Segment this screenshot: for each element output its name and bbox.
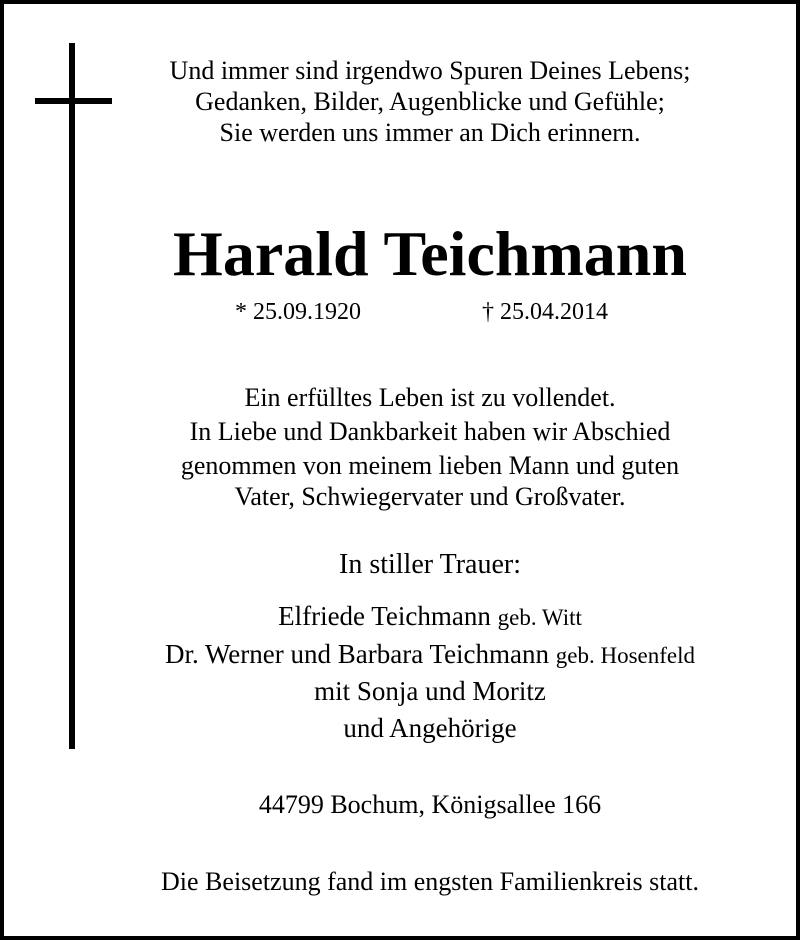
message-line: Vater, Schwiegervater und Großvater. bbox=[234, 482, 626, 511]
deceased-name: Harald Teichmann bbox=[173, 218, 687, 289]
burial-note: Die Beisetzung fand im engsten Familienkreis statt. bbox=[161, 867, 699, 896]
verse-line: Gedanken, Bilder, Augenblicke und Gefühle; bbox=[195, 87, 665, 116]
death-date: † 25.04.2014 bbox=[482, 299, 608, 325]
verse-line: Sie werden uns immer an Dich erinnern. bbox=[219, 118, 641, 147]
mourner-line bbox=[40, 678, 800, 705]
verse-line: Und immer sind irgendwo Spuren Deines Lebens; bbox=[169, 56, 691, 85]
mourner-line bbox=[40, 603, 800, 630]
mourner-maiden-name: geb. Hosenfeld bbox=[555, 643, 696, 668]
address: 44799 Bochum, Königsallee 166 bbox=[258, 790, 602, 819]
message-line: genommen von meinem lieben Mann und guten bbox=[180, 451, 680, 480]
mourner-name: Dr. Werner und Barbara Teichmann bbox=[164, 639, 550, 669]
mourner-name: mit Sonja und Moritz bbox=[314, 676, 546, 706]
mourning-heading: In stiller Trauer: bbox=[339, 549, 521, 580]
mourner-line bbox=[40, 715, 800, 742]
mourner-line bbox=[40, 641, 800, 668]
mourner-maiden-name: geb. Witt bbox=[497, 605, 582, 630]
message-line: In Liebe und Dankbarkeit haben wir Abschied bbox=[189, 417, 671, 446]
birth-date: * 25.09.1920 bbox=[235, 299, 361, 325]
mourner-name: Elfriede Teichmann bbox=[278, 601, 491, 631]
mourner-name: und Angehörige bbox=[343, 713, 517, 743]
message-line: Ein erfülltes Leben ist zu vollendet. bbox=[244, 383, 616, 412]
